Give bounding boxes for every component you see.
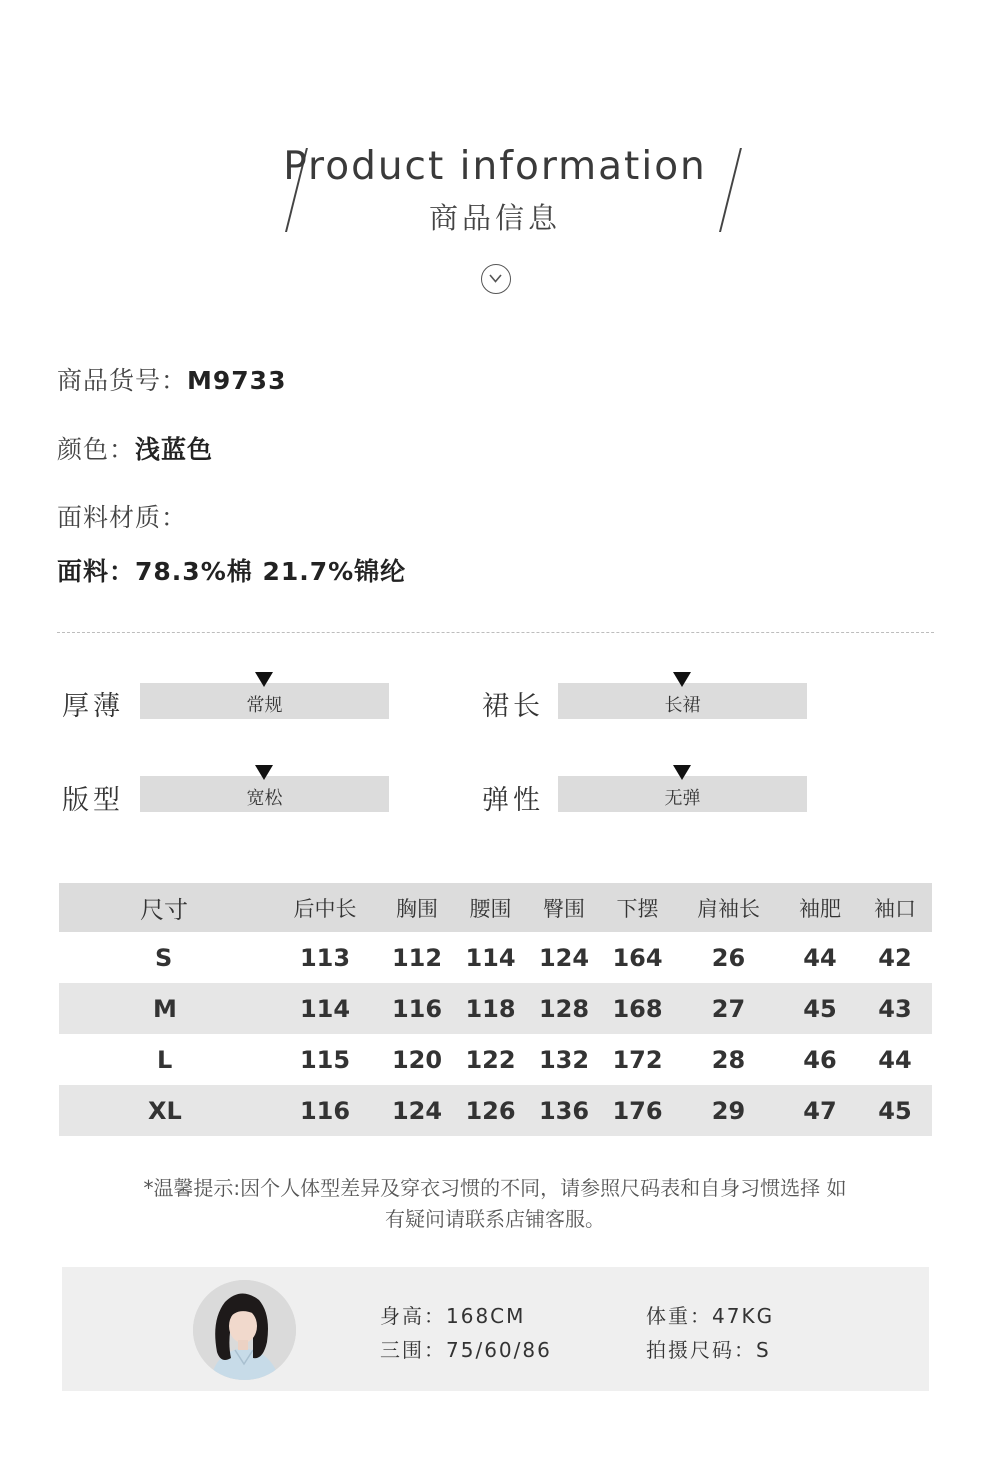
attr-thickness-value: 常规 [246,695,283,716]
model-weight-label: 体重： [646,1304,712,1328]
table-cell: 164 [612,943,663,972]
header-hip: 臀围 [528,883,600,932]
table-row [59,983,932,1034]
chevron-down-circle-icon [481,264,511,294]
model-measurements [380,1334,552,1363]
table-cell: 26 [711,943,746,972]
table-cell: 136 [528,1085,600,1136]
table-cell: 124 [538,943,590,972]
table-cell-size: L [157,1045,173,1074]
indicator-arrow-icon [255,672,273,687]
table-cell: 45 [858,1085,932,1136]
table-cell: 114 [465,943,516,972]
table-cell: 28 [711,1045,746,1074]
table-cell: 116 [381,983,453,1034]
header-shoulder-sleeve: 肩袖长 [675,883,782,932]
color-value: 浅蓝色 [135,435,214,464]
table-cell: 29 [675,1085,782,1136]
model-weight-value: 47KG [712,1304,775,1328]
attr-fit-value: 宽松 [246,788,283,809]
model-weight [646,1300,774,1329]
model-avatar [193,1280,296,1380]
table-row [59,932,932,983]
fabric-label: 面料： [57,557,136,586]
material-line [57,498,187,534]
table-cell: 126 [453,1085,528,1136]
table-cell: 45 [782,983,858,1034]
model-height-value: 168CM [446,1304,526,1328]
attr-skirt-length-bar [558,683,807,719]
title-english: Product information [283,144,707,189]
indicator-arrow-icon [255,765,273,780]
model-photo-size-label: 拍摄尺码： [646,1338,756,1362]
table-cell: 118 [453,983,528,1034]
attr-skirt-length-label: 裙长 [482,691,544,722]
model-photo-size [646,1334,771,1363]
table-cell: 44 [878,1045,912,1074]
table-cell: 122 [465,1045,516,1074]
attr-thickness-bar [140,683,389,719]
model-height-label: 身高： [380,1304,446,1328]
header-cuff: 袖口 [858,883,932,932]
dashed-divider [57,632,934,633]
table-cell: 172 [612,1045,663,1074]
table-cell: 114 [269,983,381,1034]
fabric-line [57,552,406,588]
table-cell: 116 [269,1085,381,1136]
attr-fit-label: 版型 [62,785,124,816]
table-cell: 176 [600,1085,675,1136]
attr-skirt-length-value: 长裙 [664,695,701,716]
table-cell: 132 [538,1045,590,1074]
item-number-value: M9733 [187,366,287,395]
model-measurements-value: 75/60/86 [446,1338,552,1362]
indicator-arrow-icon [673,765,691,780]
model-height [380,1300,525,1329]
table-row [59,1034,932,1085]
attr-elasticity-value: 无弹 [664,788,701,809]
size-tip-line-1: *温馨提示:因个人体型差异及穿衣习惯的不同，请参照尺码表和自身习惯选择 如 [143,1176,847,1200]
material-label: 面料材质： [57,503,188,532]
item-number-line [57,361,286,397]
item-number-label: 商品货号： [57,366,188,395]
table-cell: 112 [391,943,443,972]
table-cell-size: XL [59,1085,269,1136]
table-row [59,1085,932,1136]
size-tip-line-2: 有疑问请联系店铺客服。 [385,1207,605,1231]
table-cell: 128 [528,983,600,1034]
table-cell: 43 [858,983,932,1034]
header-sleeve-width: 袖肥 [782,883,858,932]
table-cell: 47 [782,1085,858,1136]
header-back-length: 后中长 [269,883,381,932]
attr-fit-bar [140,776,389,812]
header-waist: 腰围 [453,883,528,932]
size-tip [60,1173,930,1235]
attr-thickness-label: 厚薄 [62,691,124,722]
size-table [59,883,932,1136]
table-cell: 120 [391,1045,443,1074]
table-cell: 113 [299,943,351,972]
header-hem: 下摆 [600,883,675,932]
indicator-arrow-icon [673,672,691,687]
table-cell: 44 [803,943,837,972]
table-cell: 27 [675,983,782,1034]
color-line [57,430,213,466]
title-chinese: 商品信息 [428,201,561,235]
table-cell: 124 [381,1085,453,1136]
attr-elasticity-label: 弹性 [482,785,544,816]
size-table-header [59,883,932,932]
model-measurements-label: 三围： [380,1338,446,1362]
header-size: 尺寸 [59,883,269,932]
table-cell: 46 [803,1045,837,1074]
attr-elasticity-bar [558,776,807,812]
table-cell: 42 [878,943,912,972]
model-photo-size-value: S [756,1338,771,1362]
table-cell: 115 [299,1045,351,1074]
color-label: 颜色： [57,435,136,464]
fabric-value: 78.3%棉 21.7%锦纶 [135,557,407,586]
table-cell-size: M [59,983,269,1034]
table-cell-size: S [155,943,173,972]
table-cell: 168 [600,983,675,1034]
header-chest: 胸围 [381,883,453,932]
